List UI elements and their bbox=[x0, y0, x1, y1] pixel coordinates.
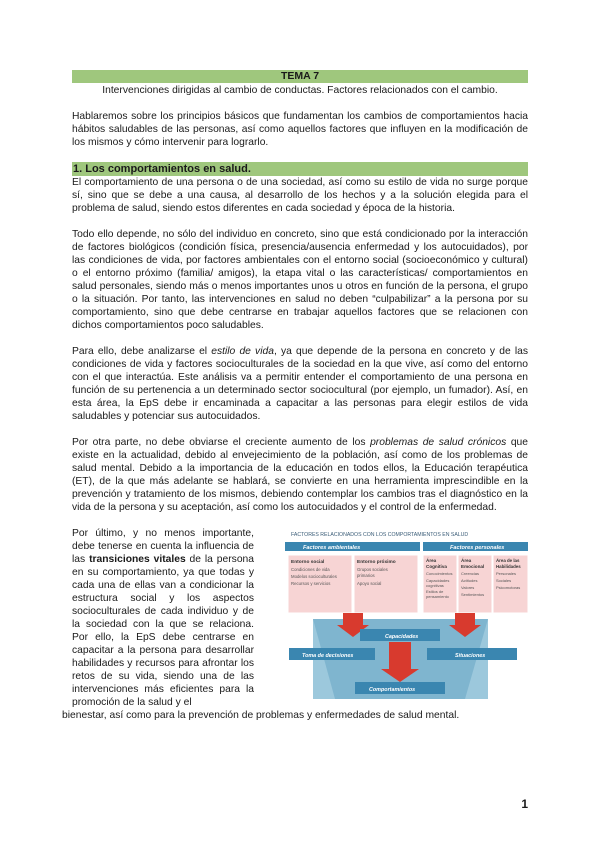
paragraph-5: Por último, y no menos importante, debe tenerse en cuenta la influencia de las transiciones vitales de la persona en su comportamiento, ya que todas y cada una de ellas van a condicionar la estructura social y los aspectos socioculturales de cada individuo y de la sociedad con la que se relaciona. Por ello, la EpS debe centrarse en capacitar a la persona para desarrollar habilidades y recursos para afrontar los retos de su vida, siendo una de las intervenciones más eficientes para la promoción de la salud y el bbox=[72, 528, 255, 708]
section-heading: 1. Los comportamientos en salud. bbox=[72, 162, 528, 176]
page-number: 1 bbox=[521, 797, 528, 811]
entorno-social-item-1: Condiciones de vida bbox=[291, 567, 330, 572]
factors-diagram bbox=[285, 529, 528, 714]
emocional-item-4: Sentimientos bbox=[461, 592, 485, 597]
entorno-proximo-item-2: primarios bbox=[357, 573, 375, 578]
emocional-item-2: Actitudes bbox=[461, 578, 478, 583]
emphasis-problemas-cronicos: problemas de salud crónicos bbox=[370, 437, 507, 448]
entorno-social-item-2: Modelos socioculturales bbox=[291, 574, 337, 579]
habilidades-label-1: Área de las bbox=[496, 558, 520, 563]
intro-paragraph: Hablaremos sobre los principios básicos que fundamentan los cambios de comportamientos hacia hábitos saludables de las personas, así como aquellos factores que influyen en la modificación de los mismos y cómo intervenir para lograrlo. bbox=[72, 111, 528, 148]
emocional-item-3: Valores bbox=[461, 585, 475, 590]
habilidades-item-1: Personales bbox=[496, 571, 517, 576]
diagram-title: FACTORES RELACIONADOS CON LOS COMPORTAMIENTOS EN SALUD bbox=[291, 532, 469, 538]
cognitiva-item-2: Capacidades bbox=[426, 578, 450, 583]
cognitiva-label-2: Cognitiva bbox=[426, 564, 447, 569]
emocional-item-1: Creencias bbox=[461, 571, 480, 576]
entorno-social-label: Entorno social bbox=[291, 560, 325, 565]
entorno-proximo-item-3: Apoyo social bbox=[357, 581, 382, 586]
emphasis-transiciones-vitales: transiciones vitales bbox=[89, 554, 186, 565]
situaciones-label: Situaciones bbox=[455, 653, 486, 659]
comportamientos-label: Comportamientos bbox=[369, 687, 416, 693]
cognitiva-item-4: Estilos de bbox=[426, 589, 444, 594]
paragraph-5-with-figure bbox=[72, 527, 528, 709]
cognitiva-item-5: pensamiento bbox=[426, 594, 449, 599]
habilidades-label-2: Habilidades bbox=[496, 564, 521, 569]
entorno-proximo-label: Entorno próximo bbox=[357, 560, 396, 565]
ambientales-header: Factores ambientales bbox=[303, 545, 361, 551]
entorno-proximo-item-1: Grupos sociales bbox=[357, 567, 388, 572]
habilidades-item-3: Psicomotoras bbox=[496, 585, 521, 590]
toma-decisiones-label: Toma de decisiones bbox=[302, 653, 354, 659]
topic-subtitle: Intervenciones dirigidas al cambio de conductas. Factores relacionados con el cambio. bbox=[102, 85, 498, 96]
emocional-label-1: Área bbox=[461, 558, 472, 563]
paragraph-4: Por otra parte, no debe obviarse el creciente aumento de los problemas de salud crónicos que existe en la actualidad, debido al envejecimiento de la población, así como de los problemas de salud mental. Debido a la importancia de la educación en todos ellos, la Educación terapéutica (ET), de la que más adelante se hablará, se convierte en una herramienta imprescindible en la prevención y tratamiento de los mismos, debiendo contemplar los cambios tras el diagnóstico en la vida de la persona y su aceptación, así como los autocuidados y el control de la enfermedad. bbox=[72, 437, 528, 513]
paragraph-3: Para ello, debe analizarse el estilo de vida, ya que depende de la persona en concreto y de las condiciones de vida y factores socioculturales de la sociedad en la que vive, así como del entorno con el que interactúa. Este análisis va a permitir entender el comportamiento de una persona en función de su pertenencia a un determinado sector sociocultural (por ejemplo, un fumador). Así, en esta área, la EpS debe ir encaminada a capacitar a las personas para elegir estilos de vida saludables y potenciar sus autocuidados. bbox=[72, 346, 528, 422]
emphasis-estilo-de-vida: estilo de vida bbox=[211, 346, 274, 357]
cognitiva-item-3: cognitivas bbox=[426, 583, 444, 588]
entorno-social-item-3: Recursos y servicios bbox=[291, 581, 331, 586]
emocional-label-2: Emocional bbox=[461, 564, 485, 569]
cognitiva-label-1: Área bbox=[426, 558, 437, 563]
paragraph-5-tail: bienestar, así como para la prevención de problemas y enfermedades de salud mental. bbox=[62, 710, 460, 721]
cognitiva-item-1: Conocimientos bbox=[426, 571, 453, 576]
personales-header: Factores personales bbox=[450, 545, 505, 551]
paragraph-1: El comportamiento de una persona o de una sociedad, así como su estilo de vida no surge porque sí, sino que se debe a una causa, al desarrollo de los hechos y a la solución elegida para el problema de salud, siendo estos diferentes en cada sociedad y época de la historia. bbox=[72, 177, 528, 214]
topic-title: TEMA 7 bbox=[72, 70, 528, 83]
capacidades-label: Capacidades bbox=[385, 634, 419, 640]
paragraph-2: Todo ello depende, no sólo del individuo en concreto, sino que está condicionado por la interacción de factores biológicos (condición física, presencia/ausencia enfermedad y los autocuidados), por las condiciones de vida, por factores ambientales con el entorno social (socioeconómico y cultural) o el entorno próximo (familia/ amigos), la etapa vital o las características/ comportamientos en salud personales, siendo más o menos importantes unos u otros en función de la persona, el grupo o la situación. Por tanto, las intervenciones en salud no deben “culpabilizar” a la persona por su comportamiento, sino que debe centrarse en trabajar aquellos factores que se relacionen con dichos comportamientos poco saludables. bbox=[72, 229, 528, 331]
page bbox=[62, 70, 528, 722]
habilidades-item-2: Sociales bbox=[496, 578, 512, 583]
